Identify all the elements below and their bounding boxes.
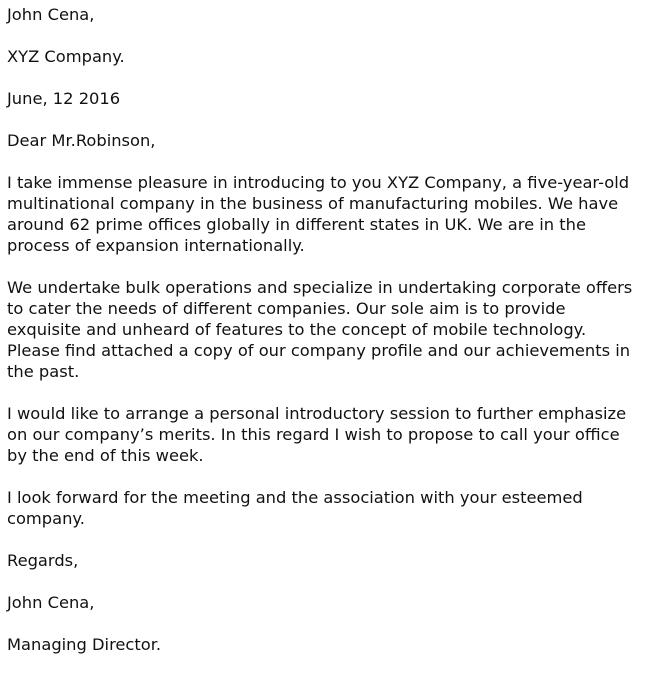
body-paragraph-closing-remark: I look forward for the meeting and the association with your esteemed company. [7, 488, 583, 528]
letter-body [7, 4, 643, 655]
sender-company: XYZ Company. [7, 47, 125, 66]
body-paragraph-introduction: I take immense pleasure in introducing to you XYZ Company, a five-year-old multinational company in the business of manufacturing mobiles. We have around 62 prime offices globally in different states in UK. We are in the process of expansion internationally. [7, 173, 630, 255]
signature-name: John Cena, [7, 593, 95, 612]
sender-name: John Cena, [7, 5, 95, 24]
body-paragraph-meeting-request: I would like to arrange a personal introductory session to further emphasize on our company’s merits. In this regard I wish to propose to call your office by the end of this week. [7, 404, 627, 465]
letter-date: June, 12 2016 [7, 89, 121, 108]
closing: Regards, [7, 551, 79, 570]
signature-title: Managing Director. [7, 635, 162, 654]
salutation: Dear Mr.Robinson, [7, 131, 156, 150]
body-paragraph-operations: We undertake bulk operations and specialize in undertaking corporate offers to cater the needs of different companies. Our sole aim is to provide exquisite and unheard of features to the concept of mobile technology. Please find attached a copy of our company profile and our achievements in the past. [7, 278, 633, 381]
